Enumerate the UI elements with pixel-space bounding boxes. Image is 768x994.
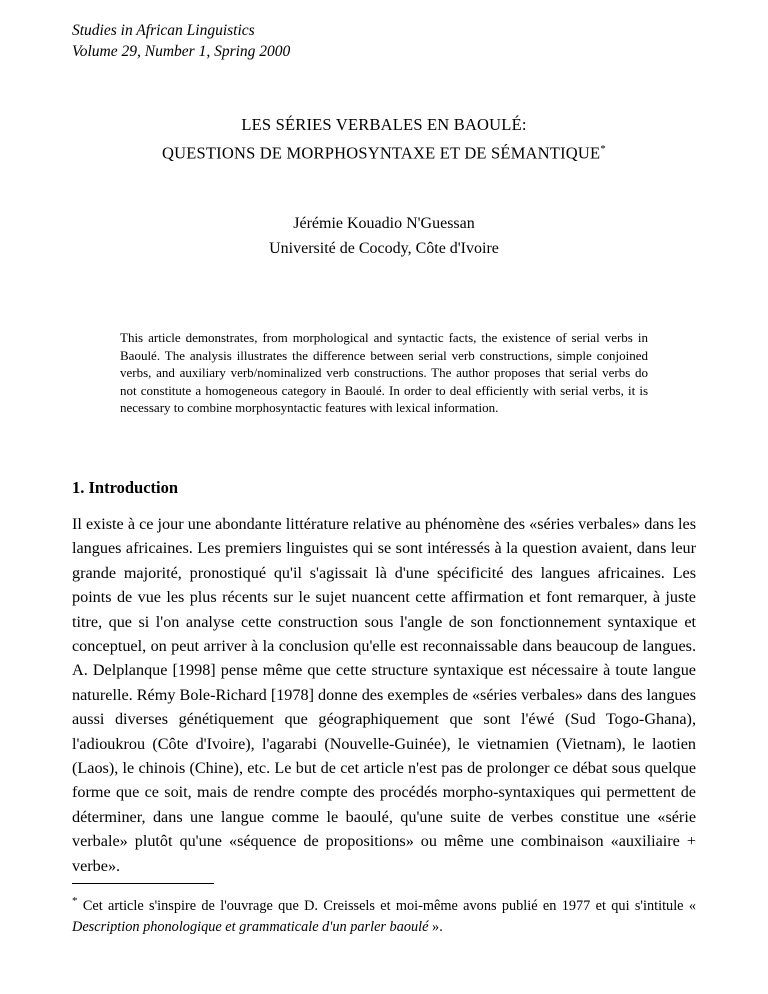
footnote-text-before: Cet article s'inspire de l'ouvrage que D. Creissels et moi-même avons publié en 1977 et qui s'intitule « bbox=[77, 897, 696, 914]
title-line-2 bbox=[72, 137, 696, 166]
footnote-separator bbox=[72, 883, 214, 884]
journal-name: Studies in African Linguistics bbox=[72, 22, 255, 39]
page-title bbox=[72, 113, 696, 166]
journal-header bbox=[72, 20, 290, 62]
section-heading-introduction: 1. Introduction bbox=[72, 478, 179, 497]
footnote bbox=[72, 891, 696, 938]
footnote-text-after: ». bbox=[428, 918, 443, 935]
footnote-marker: * bbox=[72, 895, 78, 907]
title-footnote-marker: * bbox=[600, 143, 606, 155]
section-body-introduction: Il existe à ce jour une abondante littérature relative au phénomène des «séries verbales» dans les langues africaines. Les premiers linguistes qui se sont intéressés à la question avaient, dans leur grande majorité, pronostiqué qu'il s'agissait là d'une spécificité des langues africaines. Les points de vue les plus récents sur le sujet nuancent cette affirmation et font remarquer, à juste titre, que si l'on analyse cette construction sous l'angle de son fonctionnement syntaxique et conceptuel, on peut arriver à la conclusion qu'elle est reconnaissable dans beaucoup de langues. A. Delplanque [1998] pense même que cette structure syntaxique est nécessaire à toute langue naturelle. Rémy Bole-Richard [1978] donne des exemples de «séries verbales» dans des langues aussi diverses génétiquement que géographiquement que sont l'éwé (Sud Togo-Ghana), l'adioukrou (Côte d'Ivoire), l'agarabi (Nouvelle-Guinée), le vietnamien (Vietnam), le laotien (Laos), le chinois (Chine), etc. Le but de cet article n'est pas de prolonger ce débat sous quelque forme que ce soit, mais de rendre compte des procédés morpho-syntaxiques qui permettent de déterminer, dans une langue comme le baoulé, qu'une suite de verbes constitue une «série verbale» plutôt qu'une «séquence de propositions» ou même une combinaison «auxiliaire + verbe». bbox=[72, 515, 696, 875]
title-line-1: LES SÉRIES VERBALES EN BAOULÉ: bbox=[241, 115, 527, 134]
abstract: This article demonstrates, from morphological and syntactic facts, the existence of serial verbs in Baoulé. The analysis illustrates the difference between serial verb constructions, simple conjoined verbs, and auxiliary verb/nominalized verb constructions. The author proposes that serial verbs do not constitute a homogeneous category in Baoulé. In order to deal efficiently with serial verbs, it is necessary to combine morphosyntactic features with lexical information. bbox=[120, 330, 648, 415]
author-affiliation: Université de Cocody, Côte d'Ivoire bbox=[269, 240, 499, 257]
footnote-title-italic: Description phonologique et grammaticale d'un parler baoulé bbox=[72, 918, 429, 935]
author-block bbox=[72, 211, 696, 261]
author-name: Jérémie Kouadio N'Guessan bbox=[293, 215, 475, 232]
journal-issue: Volume 29, Number 1, Spring 2000 bbox=[72, 43, 291, 60]
title-line-2-text: QUESTIONS DE MORPHOSYNTAXE ET DE SÉMANTIQUE bbox=[162, 143, 601, 163]
